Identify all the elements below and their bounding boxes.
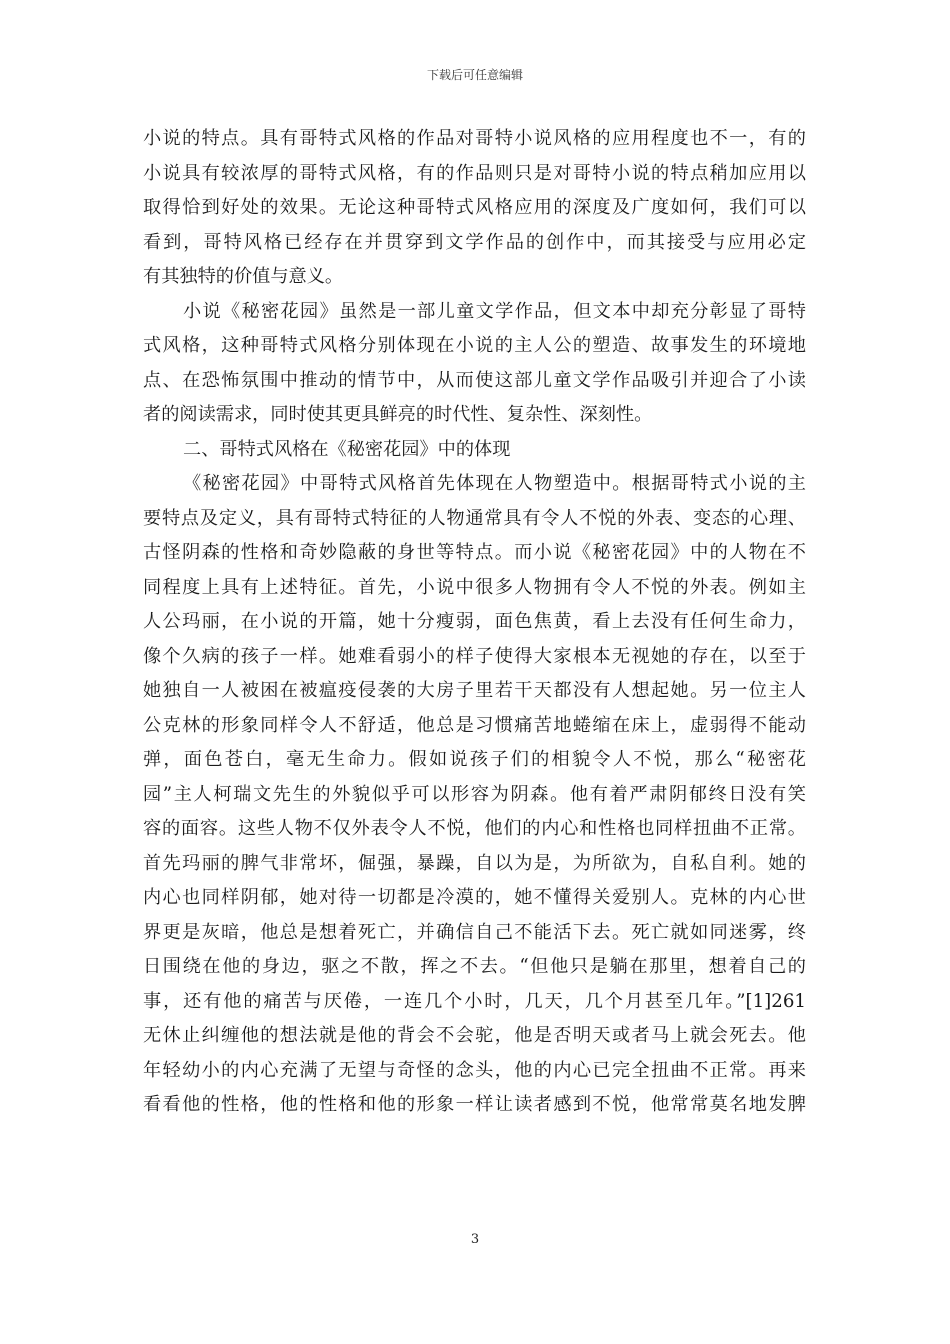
body-line: 小说具有较浓厚的哥特式风格，有的作品则只是对哥特小说的特点稍加应用以 — [143, 162, 806, 184]
body-line: 公克林的形象同样令人不舒适，他总是习惯痛苦地蜷缩在床上，虚弱得不能动 — [143, 714, 806, 736]
body-line: 《秘密花园》中哥特式风格首先体现在人物塑造中。根据哥特式小说的主 — [183, 473, 806, 494]
body-line: 事，还有他的痛苦与厌倦，一连几个小时，几天，几个月甚至几年。”[1]261 — [143, 990, 806, 1012]
body-line: 同程度上具有上述特征。首先，小说中很多人物拥有令人不悦的外表。例如主 — [143, 576, 806, 598]
body-line: 要特点及定义，具有哥特式特征的人物通常具有令人不悦的外表、变态的心理、 — [143, 507, 806, 529]
body-line: 取得恰到好处的效果。无论这种哥特式风格应用的深度及广度如何，我们可以 — [143, 197, 806, 218]
body-line: 看看他的性格，他的性格和他的形象一样让读者感到不悦，他常常莫名地发脾 — [143, 1094, 806, 1115]
body-line: 她独自一人被困在被瘟疫侵袭的大房子里若干天都没有人想起她。另一位主人 — [143, 680, 806, 701]
body-line: 首先玛丽的脾气非常坏，倔强，暴躁，自以为是，为所欲为，自私自利。她的 — [143, 852, 806, 874]
body-line: 古怪阴森的性格和奇妙隐蔽的身世等特点。而小说《秘密花园》中的人物在不 — [143, 542, 806, 563]
body-line: 园”主人柯瑞文先生的外貌似乎可以形容为阴森。他有着严肃阴郁终日没有笑 — [143, 783, 806, 805]
body-line: 小说《秘密花园》虽然是一部儿童文学作品，但文本中却充分彰显了哥特 — [183, 300, 806, 322]
body-line: 内心也同样阴郁，她对待一切都是冷漠的，她不懂得关爱别人。克林的内心世 — [143, 887, 806, 908]
body-line: 点、在恐怖氛围中推动的情节中，从而使这部儿童文学作品吸引并迎合了小读 — [143, 369, 806, 391]
section-heading: 二、哥特式风格在《秘密花园》中的体现 — [183, 438, 511, 460]
body-line: 年轻幼小的内心充满了无望与奇怪的念头，他的内心已完全扭曲不正常。再来 — [143, 1059, 806, 1081]
body-line: 弹，面色苍白，毫无生命力。假如说孩子们的相貌令人不悦，那么“秘密花 — [143, 749, 806, 770]
body-line: 无休止纠缠他的想法就是他的背会不会驼，他是否明天或者马上就会死去。他 — [143, 1025, 806, 1046]
body-line: 日围绕在他的身边，驱之不散，挥之不去。“但他只是躺在那里，想着自己的 — [143, 956, 806, 977]
body-line: 界更是灰暗，他总是想着死亡，并确信自己不能活下去。死亡就如同迷雾，终 — [143, 921, 806, 943]
page-header: 下载后可任意编辑 — [426, 68, 523, 82]
body-line: 有其独特的价值与意义。 — [143, 266, 344, 287]
body-line: 容的面容。这些人物不仅外表令人不悦，他们的内心和性格也同样扭曲不正常。 — [143, 818, 806, 839]
body-line: 小说的特点。具有哥特式风格的作品对哥特小说风格的应用程度也不一，有的 — [143, 128, 806, 149]
body-line: 式风格，这种哥特式风格分别体现在小说的主人公的塑造、故事发生的环境地 — [143, 335, 806, 356]
body-line: 看到，哥特风格已经存在并贯穿到文学作品的创作中，而其接受与应用必定 — [143, 231, 806, 253]
body-line: 者的阅读需求，同时使其更具鲜亮的时代性、复杂性、深刻性。 — [143, 404, 653, 425]
document-body — [143, 122, 806, 1123]
body-line: 像个久病的孩子一样。她难看弱小的样子使得大家根本无视她的存在，以至于 — [143, 645, 806, 667]
body-line: 人公玛丽，在小说的开篇，她十分瘦弱，面色焦黄，看上去没有任何生命力， — [143, 611, 806, 632]
page-number: 3 — [470, 1232, 480, 1247]
